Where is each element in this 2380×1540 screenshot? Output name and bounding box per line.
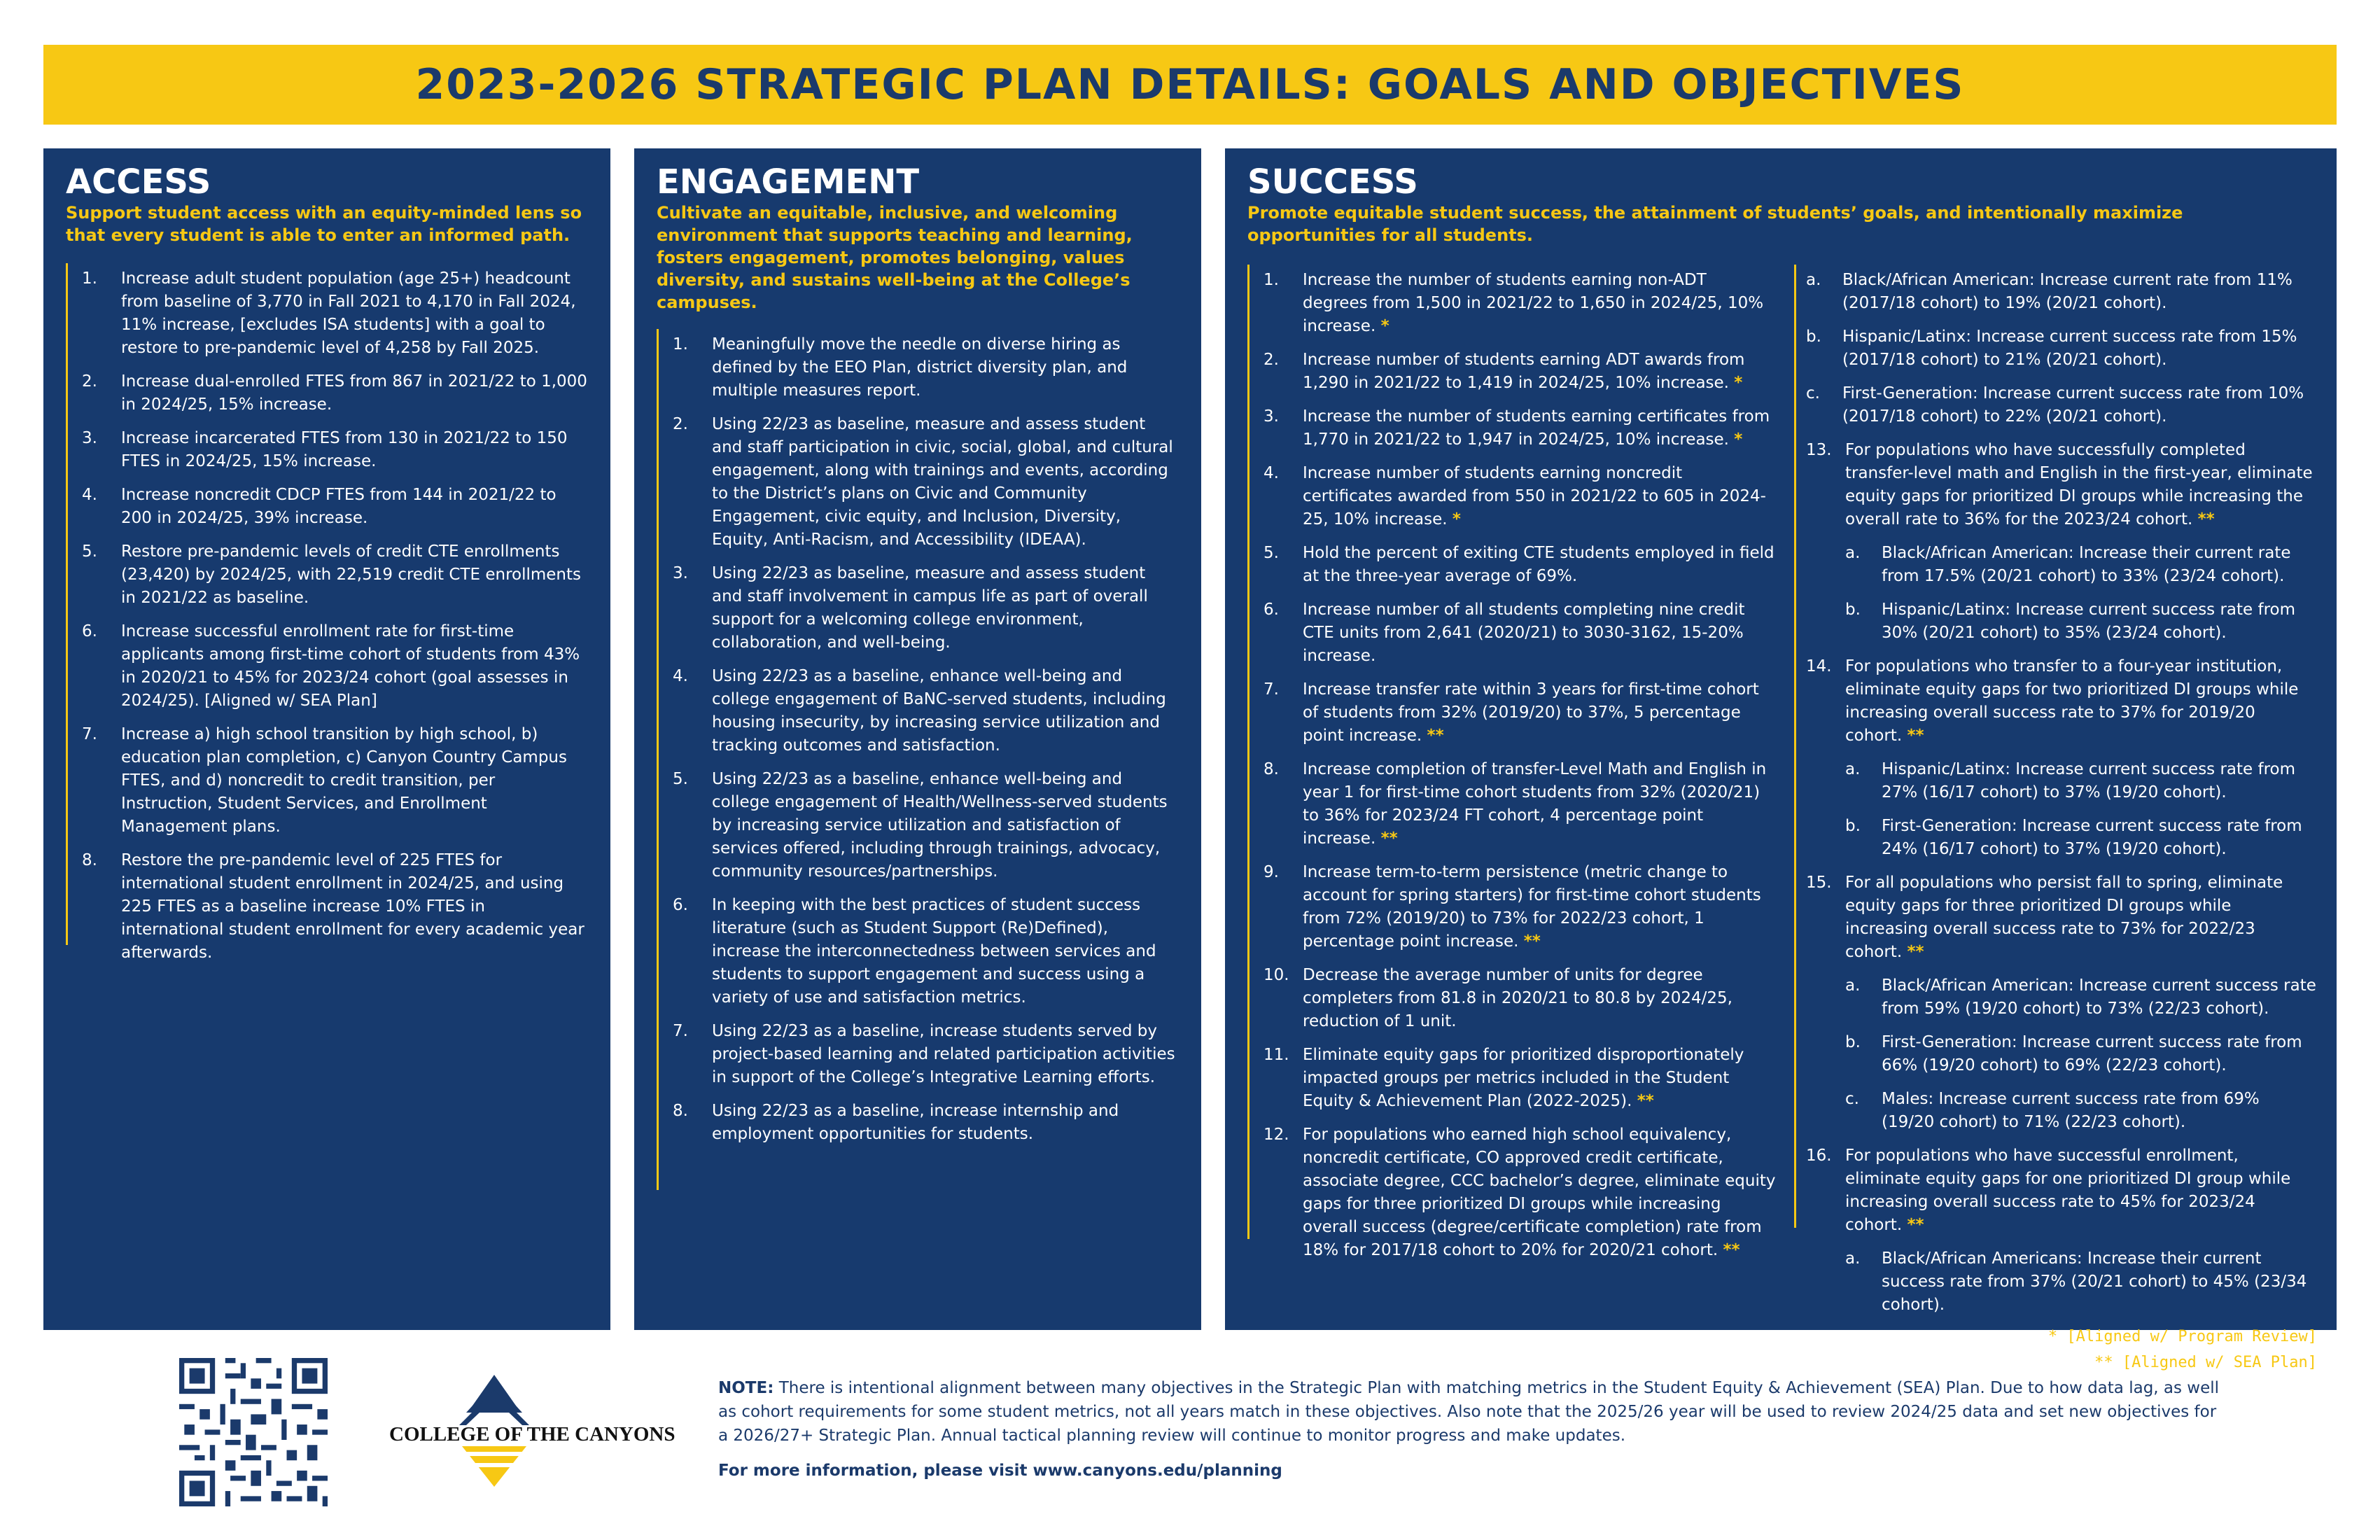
qr-code[interactable] xyxy=(179,1358,328,1506)
sub-item xyxy=(1767,382,2317,428)
item-number: 5. xyxy=(82,542,97,561)
sub-item-letter: a. xyxy=(1844,976,1861,995)
access-objective-1 xyxy=(82,267,589,360)
item-text: Using 22/23 as a baseline, enhance well-being and college engagement of BaNC-served students, including housing insecurity, by increasing service utilization and tracking outcomes and satisfaction. xyxy=(712,667,1166,755)
sub-item-text: Hispanic/Latinx: Increase current success rate from 15% (2017/18 cohort) to 21% (20/21 cohort). xyxy=(1842,328,2297,369)
engagement-objective-3 xyxy=(673,562,1180,654)
item-number: 4. xyxy=(673,667,688,685)
item-number: 3. xyxy=(1264,407,1279,426)
item-number: 9. xyxy=(1264,863,1279,881)
sub-item-letter: a. xyxy=(1844,1250,1861,1268)
access-objective-2 xyxy=(82,370,589,416)
item-text: Hold the percent of exiting CTE students employed in field at the three-year average of 69%. xyxy=(1303,544,1774,585)
item-text: Using 22/23 as a baseline, increase students served by project-based learning and related participation activities in support of the College’s Integrative Learning efforts. xyxy=(712,1022,1175,1086)
sub-item xyxy=(1806,758,2317,804)
sub-item-text: Black/African American: Increase current rate from 11% (2017/18 cohort) to 19% (20/21 cohort). xyxy=(1842,271,2292,312)
alignment-mark: ** xyxy=(1427,727,1444,745)
item-number: 6. xyxy=(1264,601,1279,619)
engagement-subtitle: Cultivate an equitable, inclusive, and welcoming environment that supports teaching and learning, fosters engagement, promotes belonging, values diversity, and sustains well-being at the College’s campuses. xyxy=(657,203,1133,312)
item-text: In keeping with the best practices of student success literature (such as Student Support (Re)Defined), increase the interconnectedness between services and students to support engagement and success using a variety of use and satisfaction metrics. xyxy=(712,896,1156,1007)
success-panel xyxy=(1225,148,2337,1371)
sub-item-text: First-Generation: Increase current success rate from 24% (16/17 cohort) to 37% (19/20 cohort). xyxy=(1881,817,2302,858)
sub-item xyxy=(1806,1088,2317,1134)
alignment-mark: ** xyxy=(1723,1241,1740,1259)
success-objective-5 xyxy=(1264,542,1776,588)
engagement-list xyxy=(673,333,1180,1146)
engagement-objective-7 xyxy=(673,1020,1180,1089)
item-number: 14. xyxy=(1805,657,1832,676)
item-text: Increase adult student population (age 25+) headcount from baseline of 3,770 in Fall 2021 to 4,170 in Fall 2024, 11% increase, [excludes ISA students] with a goal to restore to pre-pandemic level of 4,258 by Fall 2025. xyxy=(121,270,576,357)
access-list xyxy=(82,267,589,965)
legend-program-review: * [Aligned w/ Program Review] xyxy=(2047,1328,2317,1345)
alignment-mark: ** xyxy=(1907,727,1924,745)
item-number: 6. xyxy=(673,896,688,914)
success-objective-11 xyxy=(1264,1044,1776,1113)
item-text: Increase successful enrollment rate for first-time applicants among first-time cohort of students from 43% in 2020/21 to 45% for 2023/24 cohort (goal assesses in 2024/25). [Aligned w/ SEA Plan] xyxy=(121,622,580,710)
item-number: 8. xyxy=(1264,760,1279,778)
sub-item-text: Black/African Americans: Increase their current success rate from 37% (20/21 cohort) to 45% (23/34 cohort). xyxy=(1881,1250,2307,1314)
item-text: Increase dual-enrolled FTES from 867 in 2021/22 to 1,000 in 2024/25, 15% increase. xyxy=(121,372,587,414)
engagement-objective-6 xyxy=(673,894,1180,1009)
item-text: Increase number of students earning ADT awards from 1,290 in 2021/22 to 1,419 in 2024/25, 10% increase. xyxy=(1303,351,1745,392)
item-text: Using 22/23 as a baseline, increase internship and employment opportunities for students. xyxy=(712,1102,1119,1143)
item-number: 13. xyxy=(1805,441,1832,459)
alignment-mark: ** xyxy=(1907,1216,1924,1234)
canyons-logo-mark xyxy=(389,1369,676,1495)
access-heading: ACCESS xyxy=(66,162,211,202)
item-number: 16. xyxy=(1805,1147,1832,1165)
sub-item xyxy=(1806,1247,2317,1317)
item-text: Eliminate equity gaps for prioritized disproportionately impacted groups per metrics included in the Student Equity & Achievement Plan (2022-2025). xyxy=(1303,1046,1744,1110)
access-panel xyxy=(43,148,610,1330)
sub-list xyxy=(1806,542,2317,645)
sub-item-letter: a. xyxy=(1844,544,1861,562)
item-text: For all populations who persist fall to spring, eliminate equity gaps for three prioritized DI groups while increasing overall success rate to 73% for 2022/23 cohort. xyxy=(1844,874,2283,961)
item-text: Increase transfer rate within 3 years for first-time cohort of students from 32% (2019/20) to 37%, 5 percentage point increase. xyxy=(1303,680,1759,745)
access-objectives xyxy=(66,263,589,962)
legend xyxy=(1806,1323,2317,1375)
college-logo xyxy=(389,1369,676,1495)
engagement-panel xyxy=(634,148,1201,1330)
item-number: 10. xyxy=(1264,966,1289,984)
item-text: Increase a) high school transition by high school, b) education plan completion, c) Canyon Country Campus FTES, and d) noncredit to credit transition, per Instruction, Student Services, and Enrollment Management plans. xyxy=(121,725,567,836)
item-number: 1. xyxy=(1264,271,1279,289)
sub-item-letter: a. xyxy=(1805,271,1821,289)
sub-item-letter: b. xyxy=(1844,1033,1861,1051)
note-text xyxy=(718,1376,2223,1448)
sub-item xyxy=(1806,542,2317,588)
item-text: For populations who have successful enrollment, eliminate equity gaps for one prioritized DI group while increasing overall success rate to 45% for 2023/24 cohort. xyxy=(1844,1147,2291,1234)
access-subtitle: Support student access with an equity-minded lens so that every student is able to enter an informed path. xyxy=(66,203,582,245)
success-objective-4 xyxy=(1264,462,1776,531)
sub-item-letter: c. xyxy=(1844,1090,1859,1108)
sub-item-letter: b. xyxy=(1805,328,1821,346)
success-objective-7 xyxy=(1264,678,1776,748)
alignment-mark: * xyxy=(1452,510,1461,528)
access-objective-7 xyxy=(82,723,589,839)
sub-item-text: Black/African American: Increase current success rate from 59% (19/20 cohort) to 73% (22/23 cohort). xyxy=(1881,976,2316,1018)
success-objective-9 xyxy=(1264,861,1776,953)
item-text: Using 22/23 as a baseline, enhance well-being and college engagement of Health/Wellness-served students by increasing service utilization and satisfaction of services offered, including through trainings, advocacy, community resources/partnerships. xyxy=(712,770,1168,881)
success-objective-4 xyxy=(1806,1144,2317,1317)
access-objective-5 xyxy=(82,540,589,610)
sub-item xyxy=(1767,326,2317,372)
item-text: For populations who transfer to a four-year institution, eliminate equity gaps for two prioritized DI groups while increasing overall success rate to 37% for 2019/20 cohort. xyxy=(1844,657,2299,745)
access-objective-6 xyxy=(82,620,589,713)
sub-item xyxy=(1767,269,2317,315)
success-list-col2-top xyxy=(1767,269,2317,428)
success-objective-6 xyxy=(1264,598,1776,668)
item-number: 1. xyxy=(82,270,97,288)
item-text: For populations who have successfully completed transfer-level math and English in the first-year, eliminate equity gaps for prioritized DI groups while increasing the overall rate to 36% for the 2023/24 cohort. xyxy=(1844,441,2313,528)
success-objective-12 xyxy=(1264,1124,1776,1262)
alignment-mark: ** xyxy=(1523,932,1541,951)
item-text: Increase incarcerated FTES from 130 in 2021/22 to 150 FTES in 2024/25, 15% increase. xyxy=(121,429,568,470)
item-text: Restore the pre-pandemic level of 225 FTES for international student enrollment in 2024/25, and using 225 FTES as a baseline increase 10% FTES in international student enrollment for every academic year afterwards. xyxy=(121,851,584,962)
item-number: 3. xyxy=(673,564,688,582)
engagement-objective-4 xyxy=(673,665,1180,757)
page-title: 2023-2026 STRATEGIC PLAN DETAILS: GOALS AND OBJECTIVES xyxy=(415,60,1965,109)
alignment-mark: ** xyxy=(1907,943,1924,961)
sub-list xyxy=(1806,758,2317,861)
success-heading: SUCCESS xyxy=(1247,162,1418,202)
item-text: For populations who earned high school equivalency, noncredit certificate, CO approved credit certificate, associate degree, CCC bachelor’s degree, eliminate equity gaps for three prioritized DI groups while increasing overall success (degree/certificate completion) rate from 18% for 2017/18 cohort to 20% for 2020/21 cohort. xyxy=(1303,1126,1776,1259)
item-number: 7. xyxy=(1264,680,1279,699)
sub-item-text: Hispanic/Latinx: Increase current success rate from 27% (16/17 cohort) to 37% (19/20 cohort). xyxy=(1881,760,2296,802)
item-number: 8. xyxy=(82,851,97,869)
item-text: Decrease the average number of units for degree completers from 81.8 in 2020/21 to 80.8 by 2024/25, reduction of 1 unit. xyxy=(1303,966,1732,1030)
item-number: 2. xyxy=(673,415,688,433)
item-number: 4. xyxy=(1264,464,1279,482)
sub-item-letter: b. xyxy=(1844,601,1861,619)
success-objectives-col2 xyxy=(1794,265,2317,1371)
item-number: 12. xyxy=(1264,1126,1289,1144)
success-list-col2 xyxy=(1806,439,2317,1317)
item-text: Increase number of all students completing nine credit CTE units from 2,641 (2020/21) to 3030-3162, 15-20% increase. xyxy=(1303,601,1745,665)
item-text: Increase number of students earning noncredit certificates awarded from 550 in 2021/22 to 605 in 2024-25, 10% increase. xyxy=(1303,464,1766,528)
engagement-objective-2 xyxy=(673,413,1180,552)
sub-item xyxy=(1806,598,2317,645)
item-number: 7. xyxy=(82,725,97,743)
alignment-mark: ** xyxy=(1637,1092,1654,1110)
success-objective-8 xyxy=(1264,758,1776,850)
item-text: Using 22/23 as baseline, measure and assess student and staff participation in civic, social, global, and cultural engagement, along with trainings and events, according to the District’s plans on Civic and Community Engagement, civic equity, and Inclusion, Diversity, Equity, Anti-Racism, and Accessibility (IDEAA). xyxy=(712,415,1173,549)
item-text: Meaningfully move the needle on diverse hiring as defined by the EEO Plan, district diversity plan, and multiple measures report. xyxy=(712,335,1128,400)
sub-item-text: Hispanic/Latinx: Increase current success rate from 30% (20/21 cohort) to 35% (23/24 cohort). xyxy=(1881,601,2296,642)
sub-item-text: First-Generation: Increase current success rate from 66% (19/20 cohort) to 69% (22/23 cohort). xyxy=(1881,1033,2302,1074)
sub-item xyxy=(1806,974,2317,1021)
item-text: Restore pre-pandemic levels of credit CTE enrollments (23,420) by 2024/25, with 22,519 credit CTE enrollments in 2021/22 as baseline. xyxy=(121,542,582,607)
item-number: 6. xyxy=(82,622,97,640)
success-objective-1 xyxy=(1264,269,1776,338)
item-text: Using 22/23 as baseline, measure and assess student and staff involvement in campus life as part of overall support for a welcoming college environment, collaboration, and well-being. xyxy=(712,564,1148,652)
alignment-mark: * xyxy=(1734,374,1743,392)
sub-list xyxy=(1806,974,2317,1134)
access-objective-8 xyxy=(82,849,589,965)
item-number: 3. xyxy=(82,429,97,447)
alignment-mark: * xyxy=(1380,317,1390,335)
item-text: Increase completion of transfer-Level Math and English in year 1 for first-time cohort students from 32% (2020/21) to 36% for 2023/24 FT cohort, 4 percentage point increase. xyxy=(1303,760,1767,848)
alignment-mark: ** xyxy=(2197,510,2215,528)
note-label: NOTE: xyxy=(718,1379,774,1397)
sub-item-text: Black/African American: Increase their current rate from 17.5% (20/21 cohort) to 33% (23/24 cohort). xyxy=(1881,544,2291,585)
note-body: There is intentional alignment between many objectives in the Strategic Plan with matching metrics in the Student Equity & Achievement (SEA) Plan. Due to how data lag, as well as cohort requirements for some student metrics, not all years match in these objectives. Also note that the 2025/26 year will be used to review 2024/25 data and set new objectives for a 2026/27+ Strategic Plan. Annual tactical planning review will continue to monitor progress and make updates. xyxy=(718,1379,2220,1445)
item-number: 1. xyxy=(673,335,688,354)
engagement-objectives xyxy=(657,329,1180,1190)
engagement-heading: ENGAGEMENT xyxy=(657,162,920,202)
item-number: 8. xyxy=(673,1102,688,1120)
item-text: Increase the number of students earning certificates from 1,770 in 2021/22 to 1,947 in 2024/25, 10% increase. xyxy=(1303,407,1770,449)
engagement-objective-8 xyxy=(673,1100,1180,1146)
sub-item-letter: b. xyxy=(1844,817,1861,835)
sub-item-letter: c. xyxy=(1805,384,1820,402)
sub-item-text: Males: Increase current success rate from 69% (19/20 cohort) to 71% (22/23 cohort). xyxy=(1881,1090,2260,1131)
alignment-mark: * xyxy=(1734,430,1743,449)
success-subtitle: Promote equitable student success, the attainment of students’ goals, and intentionally maximize opportunities for all students. xyxy=(1247,203,2183,245)
item-text: Increase the number of students earning non-ADT degrees from 1,500 in 2021/22 to 1,650 in 2024/25, 10% increase. xyxy=(1303,271,1764,335)
qr-code-graphic xyxy=(179,1358,328,1506)
item-number: 5. xyxy=(673,770,688,788)
title-banner xyxy=(43,45,2337,125)
access-objective-3 xyxy=(82,427,589,473)
item-number: 15. xyxy=(1805,874,1832,892)
alignment-mark: ** xyxy=(1380,830,1398,848)
logo-text: COLLEGE OF THE CANYONS xyxy=(389,1423,676,1446)
sub-item-letter: a. xyxy=(1844,760,1861,778)
item-number: 7. xyxy=(673,1022,688,1040)
sub-item-text: First-Generation: Increase current success rate from 10% (2017/18 cohort) to 22% (20/21 cohort). xyxy=(1842,384,2304,426)
sub-item xyxy=(1806,815,2317,861)
sub-list xyxy=(1806,1247,2317,1317)
engagement-objective-5 xyxy=(673,768,1180,883)
item-number: 2. xyxy=(1264,351,1279,369)
item-text: Increase noncredit CDCP FTES from 144 in 2021/22 to 200 in 2024/25, 39% increase. xyxy=(121,486,556,527)
sub-item xyxy=(1806,1031,2317,1077)
success-objective-3 xyxy=(1806,872,2317,1134)
success-objective-10 xyxy=(1264,964,1776,1033)
item-number: 5. xyxy=(1264,544,1279,562)
item-number: 2. xyxy=(82,372,97,391)
success-objective-2 xyxy=(1264,349,1776,395)
item-number: 11. xyxy=(1264,1046,1289,1064)
engagement-objective-1 xyxy=(673,333,1180,402)
item-text: Increase term-to-term persistence (metric change to account for spring starters) for first-time cohort students from 72% (2019/20) to 73% for 2022/23 cohort, 1 percentage point increase. xyxy=(1303,863,1761,951)
legend-sea-plan: ** [Aligned w/ SEA Plan] xyxy=(2094,1354,2317,1371)
success-list-col1 xyxy=(1264,269,1776,1262)
success-objective-1 xyxy=(1806,439,2317,645)
more-info-link[interactable]: For more information, please visit www.canyons.edu/planning xyxy=(718,1462,1282,1480)
item-number: 4. xyxy=(82,486,97,504)
success-objective-2 xyxy=(1806,655,2317,861)
success-objective-3 xyxy=(1264,405,1776,451)
access-objective-4 xyxy=(82,484,589,530)
success-objectives-col1 xyxy=(1247,265,1784,1259)
